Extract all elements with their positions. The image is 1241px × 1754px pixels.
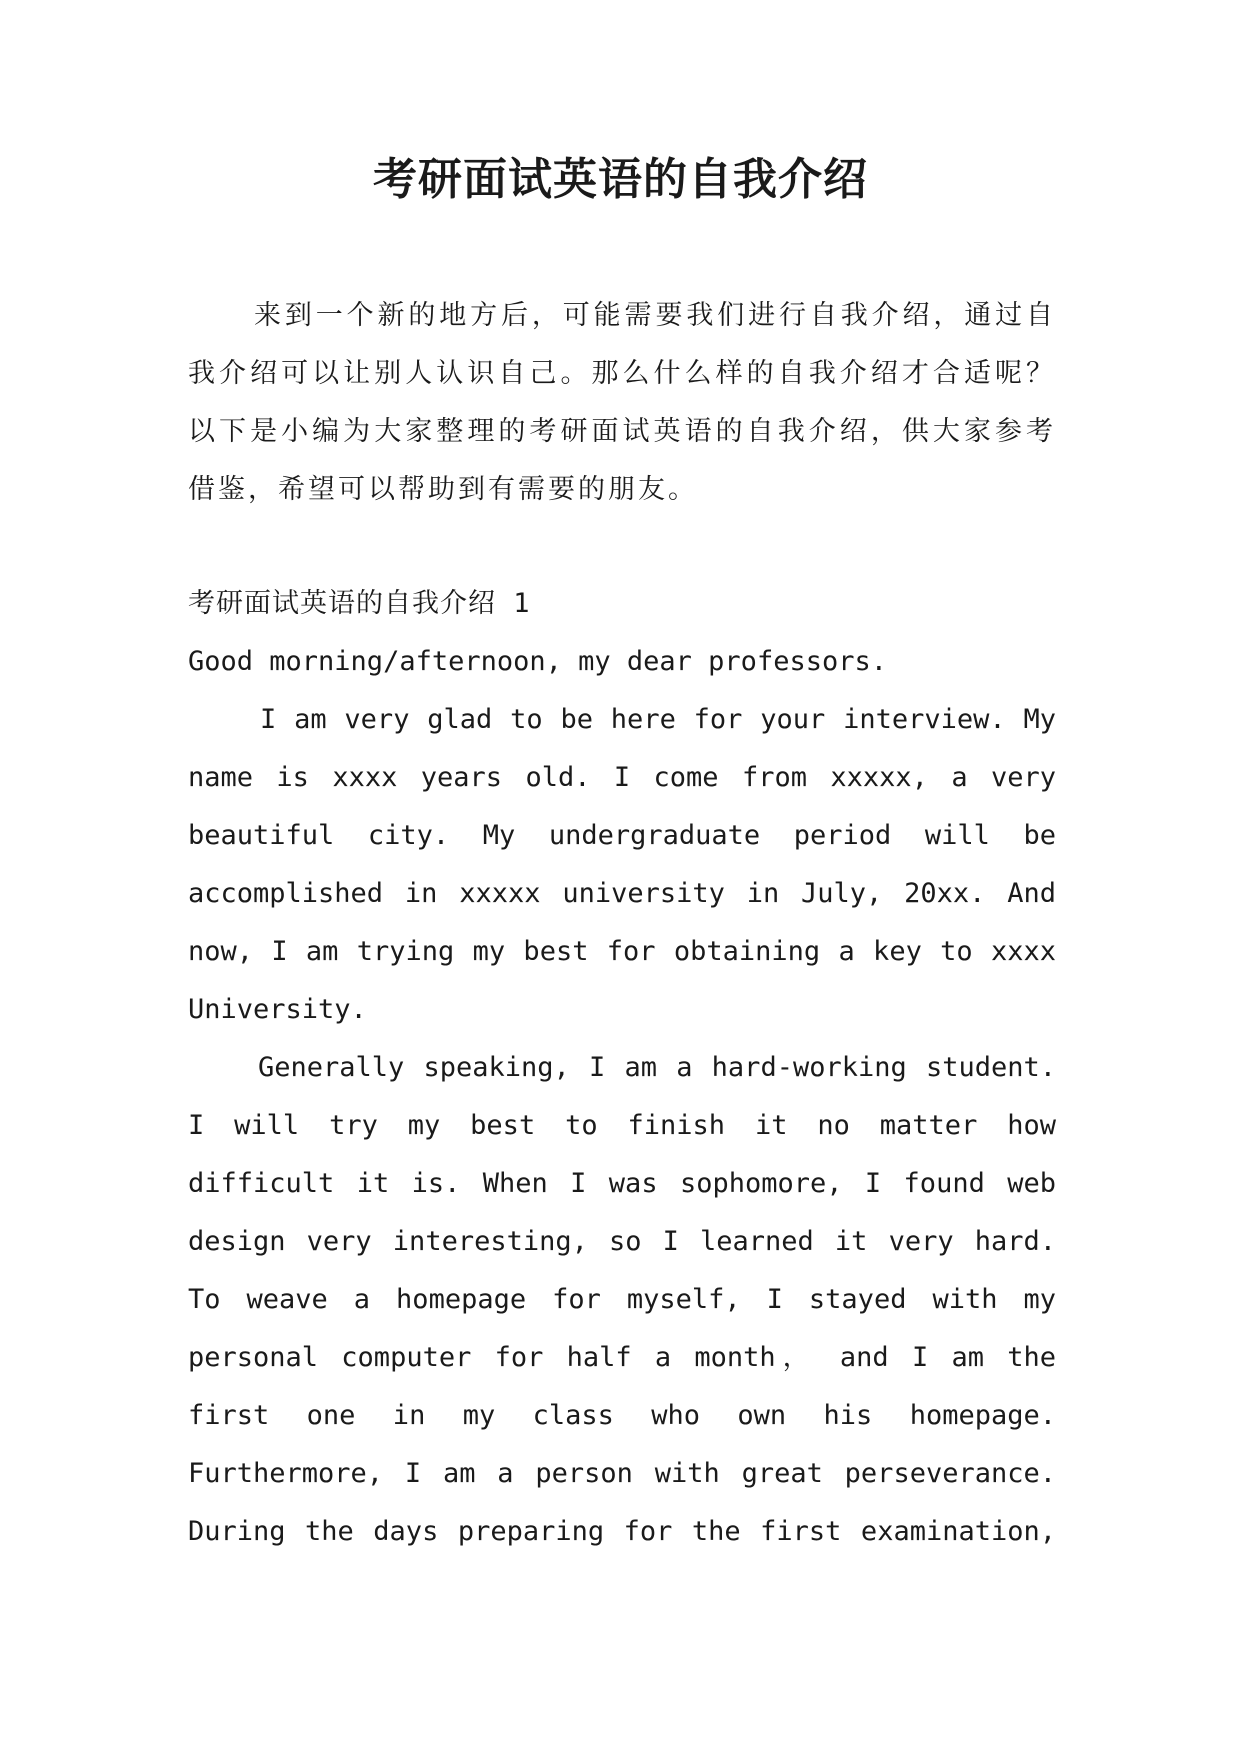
section-heading: 考研面试英语的自我介绍 1 — [188, 588, 531, 619]
greeting-line: Good morning/afternoon, my dear professors. — [188, 646, 887, 677]
intro-paragraph: 来到一个新的地方后，可能需要我们进行自我介绍，通过自我介绍可以让别人认识自己。那么什么样的自我介绍才合适呢？以下是小编为大家整理的考研面试英语的自我介绍，供大家参考借鉴，希望可以帮助到有需要的朋友。 — [188, 300, 1056, 505]
body-paragraph-2: Generally speaking, I am a hard-working student. I will try my best to finish it no matter how difficult it is. When I was sophomore, I found web design very interesting, so I learned it very hard. To weave a homepage for myself, I stayed with my personal computer for half a month， and I am the first one in my class who own his homepage. Furthermore, I am a person with great perseverance. During the days preparing for the first examination, — [188, 1052, 1056, 1547]
body-paragraph-1: I am very glad to be here for your interview. My name is xxxx years old. I come from xxxxx, a very beautiful city. My undergraduate period will be accomplished in xxxxx university in July, 20xx. And now, I am trying my best for obtaining a key to xxxx University. — [188, 704, 1056, 1025]
document-title: 考研面试英语的自我介绍 — [373, 154, 868, 205]
